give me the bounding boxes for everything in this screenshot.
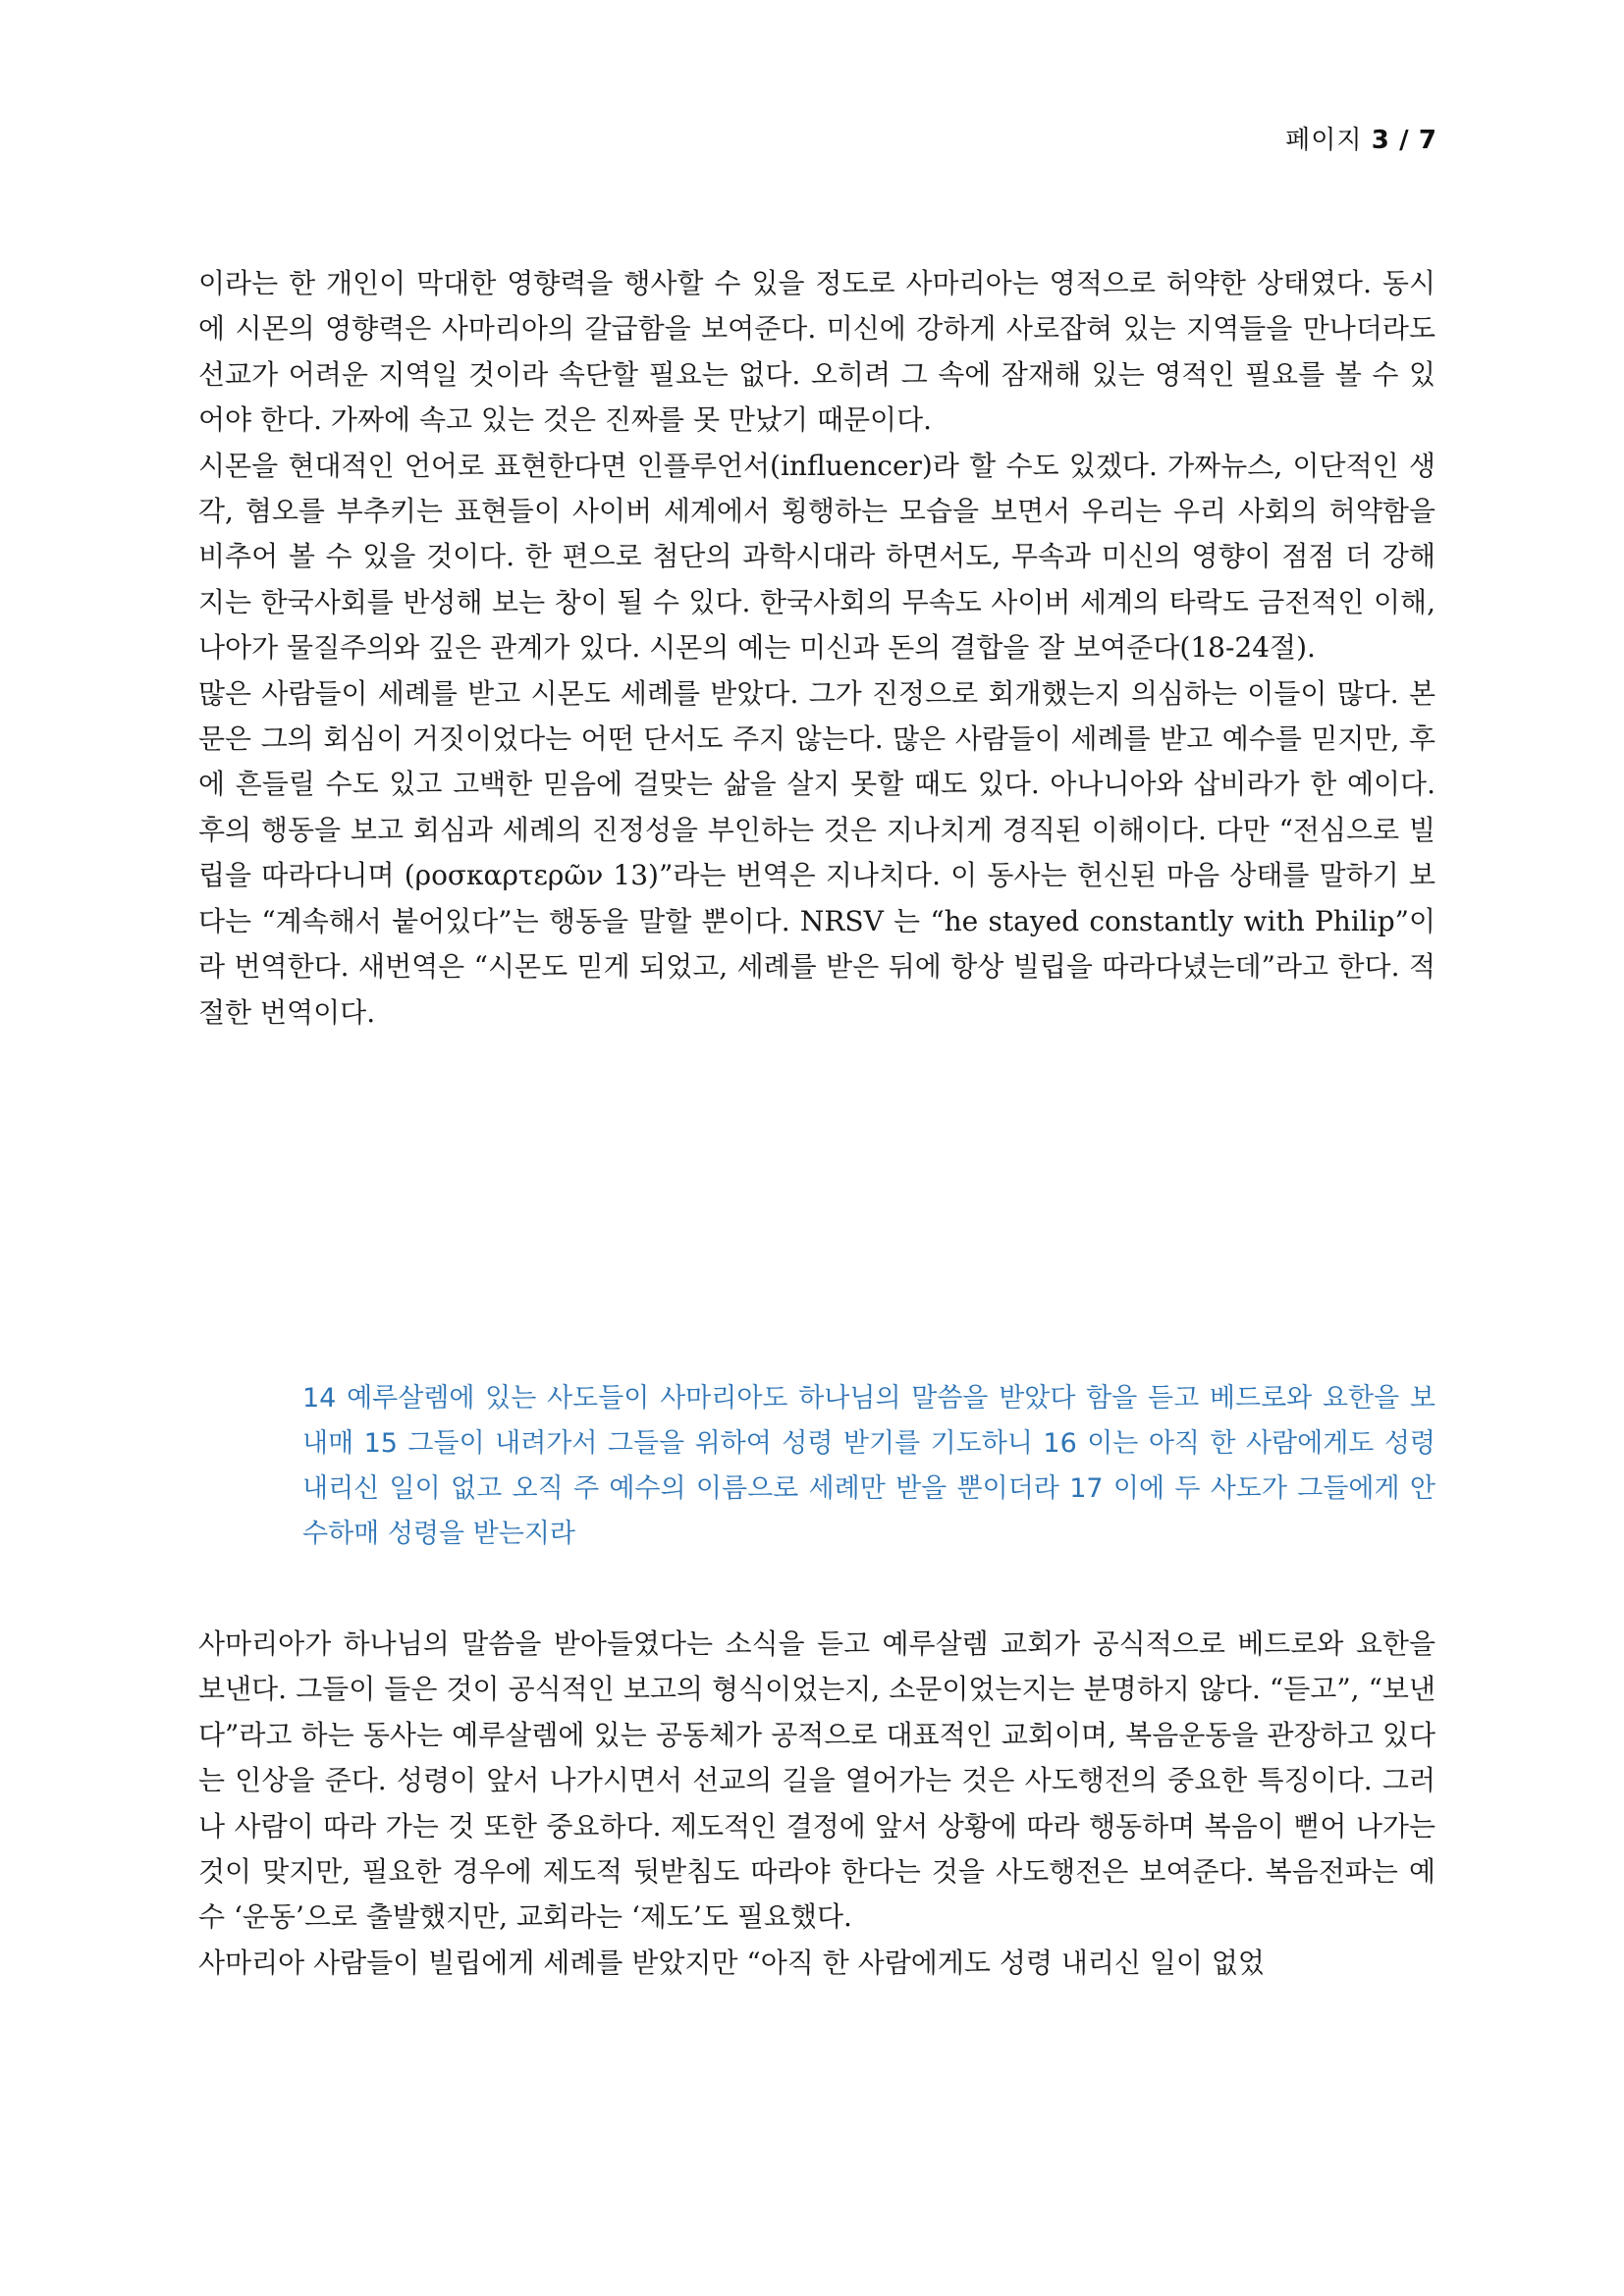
paragraph: 많은 사람들이 세례를 받고 시몬도 세례를 받았다. 그가 진정으로 회개했는지 의심하는 이들이 많다. 본문은 그의 회심이 거짓이었다는 어떤 단서도 주지 않는다. 많은 사람들이 세례를 받고 예수를 믿지만, 후에 흔들릴 수도 있고 고백한 믿음에 걸맞는 삶을 살지 못할 때도 있다. 아나니아와 삽비라가 한 예이다. 후의 행동을 보고 회심과 세례의 진정성을 부인하는 것은 지나치게 경직된 이해이다. 다만 “전심으로 빌립을 따라다니며 (ροσκαρτερῶν 13)”라는 번역은 지나치다. 이 동사는 헌신된 마음 상태를 말하기 보다는 “계속해서 붙어있다”는 행동을 말할 뿐이다. NRSV 는 “he stayed constantly with Philip”이라 번역한다. 새번역은 “시몬도 믿게 되었고, 세례를 받은 뒤에 항상 빌립을 따라다녔는데”라고 한다. 적절한 번역이다.: [198, 676, 1435, 1029]
page-label: 페이지: [1285, 126, 1363, 155]
scripture-quote: [302, 1376, 1435, 1557]
total-page-count: 7: [1418, 126, 1437, 155]
scripture-quote-text: 14 예루살렘에 있는 사도들이 사마리아도 하나님의 말씀을 받았다 함을 듣고 베드로와 요한을 보내매 15 그들이 내려가서 그들을 위하여 성령 받기를 기도하니 16 이는 아직 한 사람에게도 성령 내리신 일이 없고 오직 주 예수의 이름으로 세례만 받을 뿐이더라 17 이에 두 사도가 그들에게 안수하매 성령을 받는지라: [302, 1383, 1435, 1549]
current-page-number: 3: [1371, 126, 1390, 155]
page-separator: /: [1399, 126, 1410, 155]
paragraph: 사마리아가 하나님의 말씀을 받아들였다는 소식을 듣고 예루살렘 교회가 공식적으로 베드로와 요한을 보낸다. 그들이 들은 것이 공식적인 보고의 형식이었는지, 소문이었는지는 분명하지 않다. “듣고”, “보낸다”라고 하는 동사는 예루살렘에 있는 공동체가 공적으로 대표적인 교회이며, 복음운동을 관장하고 있다는 인상을 준다. 성령이 앞서 나가시면서 선교의 길을 열어가는 것은 사도행전의 중요한 특징이다. 그러나 사람이 따라 가는 것 또한 중요하다. 제도적인 결정에 앞서 상황에 따라 행동하며 복음이 뻗어 나가는 것이 맞지만, 필요한 경우에 제도적 뒷받침도 따라야 한다는 것을 사도행전은 보여준다. 복음전파는 예수 ‘운동’으로 출발했지만, 교회라는 ‘제도’도 필요했다.: [198, 1628, 1435, 1934]
body-text-bottom: [198, 1622, 1435, 1986]
paragraph: 사마리아 사람들이 빌립에게 세례를 받았지만 “아직 한 사람에게도 성령 내리신 일이 없었: [198, 1946, 1265, 1979]
paragraph: 이라는 한 개인이 막대한 영향력을 행사할 수 있을 정도로 사마리아는 영적으로 허약한 상태였다. 동시에 시몬의 영향력은 사마리아의 갈급함을 보여준다. 미신에 강하게 사로잡혀 있는 지역들을 만나더라도 선교가 어려운 지역일 것이라 속단할 필요는 없다. 오히려 그 속에 잠재해 있는 영적인 필요를 볼 수 있어야 한다. 가짜에 속고 있는 것은 진짜를 못 만났기 때문이다.: [198, 267, 1435, 437]
page-number-header: [1285, 120, 1437, 156]
paragraph: 시몬을 현대적인 언어로 표현한다면 인플루언서(influencer)라 할 수도 있겠다. 가짜뉴스, 이단적인 생각, 혐오를 부추키는 표현들이 사이버 세계에서 횡행하는 모습을 보면서 우리는 우리 사회의 허약함을 비추어 볼 수 있을 것이다. 한 편으로 첨단의 과학시대라 하면서도, 무속과 미신의 영향이 점점 더 강해지는 한국사회를 반성해 보는 창이 될 수 있다. 한국사회의 무속도 사이버 세계의 타락도 금전적인 이해, 나아가 물질주의와 깊은 관계가 있다. 시몬의 예는 미신과 돈의 결합을 잘 보여준다(18-24절).: [198, 449, 1435, 665]
body-text-top: [198, 261, 1435, 1036]
